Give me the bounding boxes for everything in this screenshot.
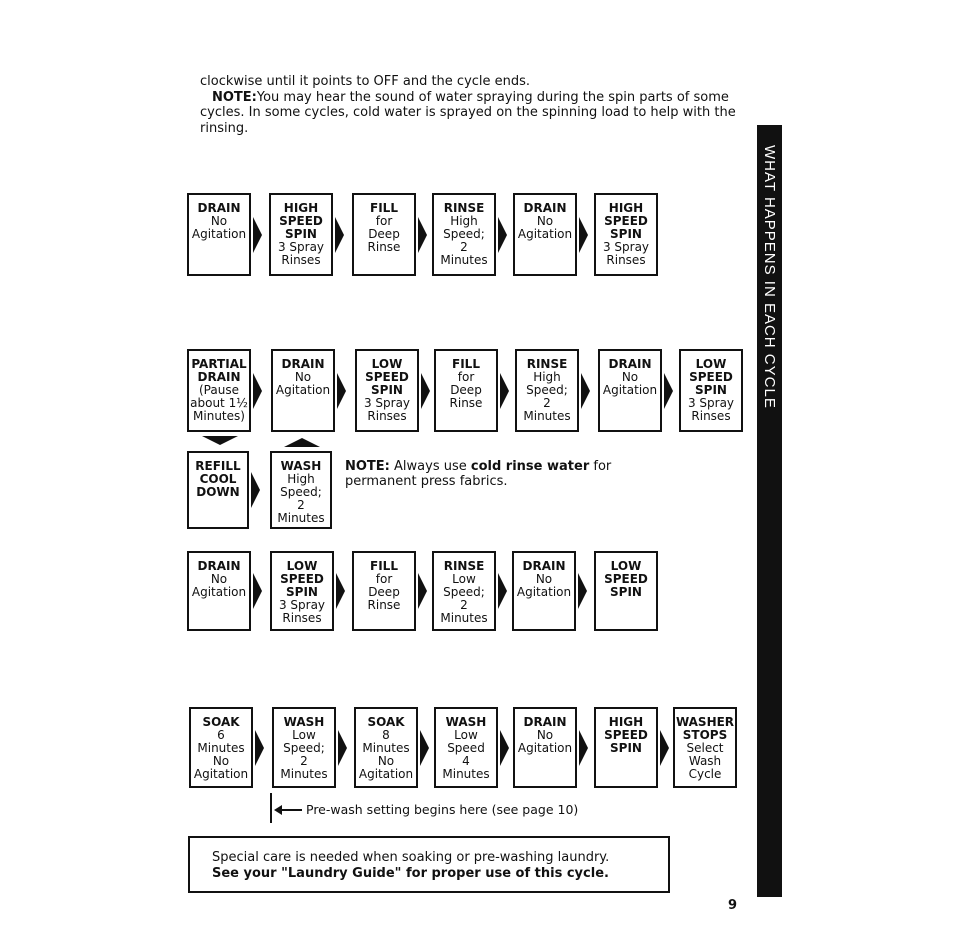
cycle-step-line: 2 <box>543 396 551 410</box>
cycle-step-line: Deep <box>450 383 482 397</box>
cycle-step-line: No <box>294 370 312 384</box>
cycle-step-line: Minutes <box>440 611 488 625</box>
cycle-step-line: Rinse <box>367 240 401 254</box>
cycle-step-line: Rinses <box>691 409 731 423</box>
cycle-step-box <box>352 193 416 276</box>
cycle-step-line: DRAIN <box>197 201 241 215</box>
cycle-step-line: Minutes <box>280 767 328 781</box>
flow-arrow-icon <box>581 373 590 409</box>
cycle-step-box <box>594 551 658 631</box>
cycle-step-line: RINSE <box>526 357 568 371</box>
flow-arrow-icon <box>579 730 588 766</box>
cycle-step-line: 2 <box>460 598 468 612</box>
cycle-step-box <box>272 707 336 788</box>
cycle-step-line: PARTIAL <box>191 357 247 371</box>
cycle-step-line: (Pause <box>199 383 239 397</box>
cycle-step-line: 3 Spray <box>687 396 735 410</box>
cycle-step-line: Rinses <box>281 253 321 267</box>
cycle-step-line: Agitation <box>516 585 572 599</box>
cycle-step-box <box>189 707 253 788</box>
cycle-step-line: Speed; <box>283 741 325 755</box>
flow-arrow-icon <box>421 373 430 409</box>
cycle-step-line: about 1½ <box>190 396 248 410</box>
cycle-step-line: Wash <box>688 754 722 768</box>
cycle-step-line: for <box>457 370 475 384</box>
cycle-step-line: 2 <box>300 754 308 768</box>
cycle-step-box <box>594 707 658 788</box>
cycle-step-line: WASH <box>280 459 322 473</box>
cycle-step-line: Rinses <box>282 611 322 625</box>
cycle-step-line: 3 Spray <box>277 240 325 254</box>
intro-note <box>200 90 740 137</box>
cycle-step-line: FILL <box>370 559 398 573</box>
note-label: NOTE: <box>212 89 257 105</box>
cycle-step-line: SPIN <box>285 227 317 241</box>
cycle-step-line: 3 Spray <box>278 598 326 612</box>
cycle-step-line: No <box>212 754 230 768</box>
cycle-step-line: DRAIN <box>608 357 652 371</box>
cycle-step-box <box>434 349 498 432</box>
cycle-step-line: Agitation <box>191 585 247 599</box>
cycle-step-line: LOW <box>286 559 318 573</box>
cycle-step-line: SPEED <box>280 572 324 586</box>
prewash-marker-line <box>270 793 272 823</box>
flow-arrow-icon <box>418 217 427 253</box>
cycle-step-line: No <box>377 754 395 768</box>
cycle-step-line: DRAIN <box>522 559 566 573</box>
cycle-step-line: for <box>375 572 393 586</box>
sidebar-title: WHAT HAPPENS IN EACH CYCLE <box>761 145 778 409</box>
cycle-step-line: RINSE <box>443 201 485 215</box>
cycle-step-line: Low <box>452 572 476 586</box>
cycle-step-line: Rinses <box>606 253 646 267</box>
intro-line: clockwise until it points to OFF and the cycle ends. <box>200 74 531 89</box>
cycle-step-line: Minutes <box>440 253 488 267</box>
cycle-step-box <box>270 451 332 529</box>
cycle-step-line: Select <box>686 741 724 755</box>
cycle-step-line: Minutes) <box>193 409 245 423</box>
cycle-step-line: FILL <box>370 201 398 215</box>
note2-text-a: Always use <box>389 459 471 474</box>
cycle-step-line: SPEED <box>604 728 648 742</box>
cycle-step-box <box>352 551 416 631</box>
cycle-step-line: Minutes <box>523 409 571 423</box>
cycle-step-line: No <box>621 370 639 384</box>
cycle-step-line: SPIN <box>371 383 403 397</box>
cycle-step-line: No <box>535 572 553 586</box>
cycle-step-line: SPEED <box>604 572 648 586</box>
cycle-step-box <box>269 193 333 276</box>
cycle-step-line: Rinses <box>367 409 407 423</box>
cycle-step-line: Agitation <box>517 741 573 755</box>
cycle-step-box <box>513 193 577 276</box>
cycle-step-line: SPEED <box>365 370 409 384</box>
cycle-step-line: Minutes <box>277 511 325 525</box>
cycle-step-box <box>434 707 498 788</box>
cycle-step-line: WASH <box>283 715 325 729</box>
cycle-step-line: Speed <box>447 741 485 755</box>
cycle-step-line: DRAIN <box>523 201 567 215</box>
cycle-step-line: Low <box>454 728 478 742</box>
cycle-step-line: LOW <box>371 357 403 371</box>
cycle-step-line: Speed; <box>443 585 485 599</box>
cycle-step-line: 4 <box>462 754 470 768</box>
cycle-step-line: SPEED <box>604 214 648 228</box>
cycle-step-line: Low <box>292 728 316 742</box>
note2-bold: cold rinse water <box>470 459 590 474</box>
cycle-step-line: FILL <box>452 357 480 371</box>
flow-arrow-icon <box>336 573 345 609</box>
cycle-step-box <box>515 349 579 432</box>
cycle-step-line: No <box>536 214 554 228</box>
cycle-step-line: Speed; <box>443 227 485 241</box>
cycle-step-line: Deep <box>368 227 400 241</box>
flow-arrow-icon <box>500 373 509 409</box>
cycle-step-line: Minutes <box>442 767 490 781</box>
special-care-box <box>188 836 670 893</box>
cycle-step-line: 3 Spray <box>602 240 650 254</box>
cycle-step-line: 2 <box>460 240 468 254</box>
cycle-step-line: 6 <box>217 728 225 742</box>
cycle-step-line: Rinse <box>449 396 483 410</box>
cycle-step-line: Minutes <box>197 741 245 755</box>
cycle-step-box <box>187 451 249 529</box>
cycle-step-line: Agitation <box>517 227 573 241</box>
cycle-step-line: SPEED <box>279 214 323 228</box>
cycle-step-line: HIGH <box>283 201 319 215</box>
cycle-step-box <box>512 551 576 631</box>
cycle-step-line: 8 <box>382 728 390 742</box>
cycle-step-line: HIGH <box>608 715 644 729</box>
flow-arrow-icon <box>253 217 262 253</box>
cycle-step-line: Agitation <box>193 767 249 781</box>
cycle-step-line: SPIN <box>286 585 318 599</box>
cycle-step-box <box>594 193 658 276</box>
cycle-step-line: SPIN <box>610 585 642 599</box>
cycle-step-line: SPIN <box>695 383 727 397</box>
cycle-step-line: High <box>533 370 561 384</box>
cycle-step-box <box>432 193 496 276</box>
up-arrow-icon <box>284 438 320 447</box>
page-number: 9 <box>728 898 738 913</box>
prewash-text: Pre-wash setting begins here (see page 10) <box>306 802 579 817</box>
cycle-step-line: Agitation <box>191 227 247 241</box>
cycle-step-line: LOW <box>695 357 727 371</box>
cycle-step-line: 2 <box>297 498 305 512</box>
flow-arrow-icon <box>498 217 507 253</box>
flow-arrow-icon <box>579 217 588 253</box>
intro-text <box>200 74 740 136</box>
left-arrow-icon <box>276 809 302 811</box>
special-line-1: Special care is needed when soaking or pre-washing laundry. <box>212 850 610 865</box>
note-text: You may hear the sound of water spraying during the spin parts of some cycles. In some cycles, cold water is sprayed on the spinning load to help with the rinsing. <box>200 89 736 136</box>
cycle-step-line: DRAIN <box>281 357 325 371</box>
special-line-2: See your "Laundry Guide" for proper use of this cycle. <box>212 866 609 881</box>
cycle-step-line: DRAIN <box>523 715 567 729</box>
cycle-step-line: RINSE <box>443 559 485 573</box>
cycle-step-line: SOAK <box>367 715 405 729</box>
cycle-step-line: HIGH <box>608 201 644 215</box>
cycle-step-line: SPIN <box>610 741 642 755</box>
cycle-step-line: High <box>450 214 478 228</box>
flow-arrow-icon <box>255 730 264 766</box>
prewash-note <box>276 802 578 817</box>
cycle-step-line: Speed; <box>280 485 322 499</box>
cycle-step-line: WASH <box>445 715 487 729</box>
flow-arrow-icon <box>500 730 509 766</box>
cycle-step-line: SPIN <box>610 227 642 241</box>
flow-arrow-icon <box>335 217 344 253</box>
cycle-step-line: No <box>210 214 228 228</box>
flow-arrow-icon <box>660 730 669 766</box>
cycle-step-line: COOL <box>199 472 237 486</box>
flow-arrow-icon <box>253 373 262 409</box>
note2-text-b: for permanent press fabrics. <box>345 459 612 489</box>
flow-arrow-icon <box>418 573 427 609</box>
cycle-step-line: Deep <box>368 585 400 599</box>
cycle-step-box <box>187 349 251 432</box>
cycle-step-box <box>513 707 577 788</box>
flow-arrow-icon <box>420 730 429 766</box>
cycle-step-line: High <box>287 472 315 486</box>
cycle-step-line: Agitation <box>358 767 414 781</box>
cycle-step-box <box>270 551 334 631</box>
cycle-step-box <box>354 707 418 788</box>
cycle-step-line: DRAIN <box>197 559 241 573</box>
cycle-step-line: Rinse <box>367 598 401 612</box>
section-sidebar <box>757 125 782 897</box>
cycle-step-line: No <box>536 728 554 742</box>
cycle-step-box <box>598 349 662 432</box>
flow-arrow-icon <box>251 472 260 508</box>
cycle-step-line: No <box>210 572 228 586</box>
cycle-step-line: Minutes <box>362 741 410 755</box>
cycle-step-line: for <box>375 214 393 228</box>
flow-arrow-icon <box>253 573 262 609</box>
cycle-step-box <box>187 551 251 631</box>
cycle-step-box <box>355 349 419 432</box>
cycle-step-box <box>432 551 496 631</box>
cycle-step-line: 3 Spray <box>363 396 411 410</box>
down-arrow-icon <box>202 436 238 445</box>
flow-arrow-icon <box>498 573 507 609</box>
cycle-step-line: Cycle <box>688 767 722 781</box>
cycle-step-line: Agitation <box>275 383 331 397</box>
cycle-step-line: SOAK <box>202 715 240 729</box>
cycle-step-line: STOPS <box>682 728 728 742</box>
cycle-step-line: DRAIN <box>197 370 241 384</box>
flow-arrow-icon <box>578 573 587 609</box>
cycle-step-line: LOW <box>610 559 642 573</box>
cycle-step-line: SPEED <box>689 370 733 384</box>
cycle-step-box <box>679 349 743 432</box>
cycle-step-box <box>271 349 335 432</box>
flow-arrow-icon <box>338 730 347 766</box>
cycle-step-line: Speed; <box>526 383 568 397</box>
flow-arrow-icon <box>337 373 346 409</box>
cycle-step-box <box>187 193 251 276</box>
note2-label: NOTE: <box>345 459 390 474</box>
cycle-step-line: DOWN <box>196 485 240 499</box>
cycle-step-line: REFILL <box>195 459 241 473</box>
flow-arrow-icon <box>664 373 673 409</box>
cycle-step-box <box>673 707 737 788</box>
permanent-press-note <box>345 459 645 489</box>
cycle-step-line: Agitation <box>602 383 658 397</box>
cycle-step-line: WASHER <box>675 715 735 729</box>
